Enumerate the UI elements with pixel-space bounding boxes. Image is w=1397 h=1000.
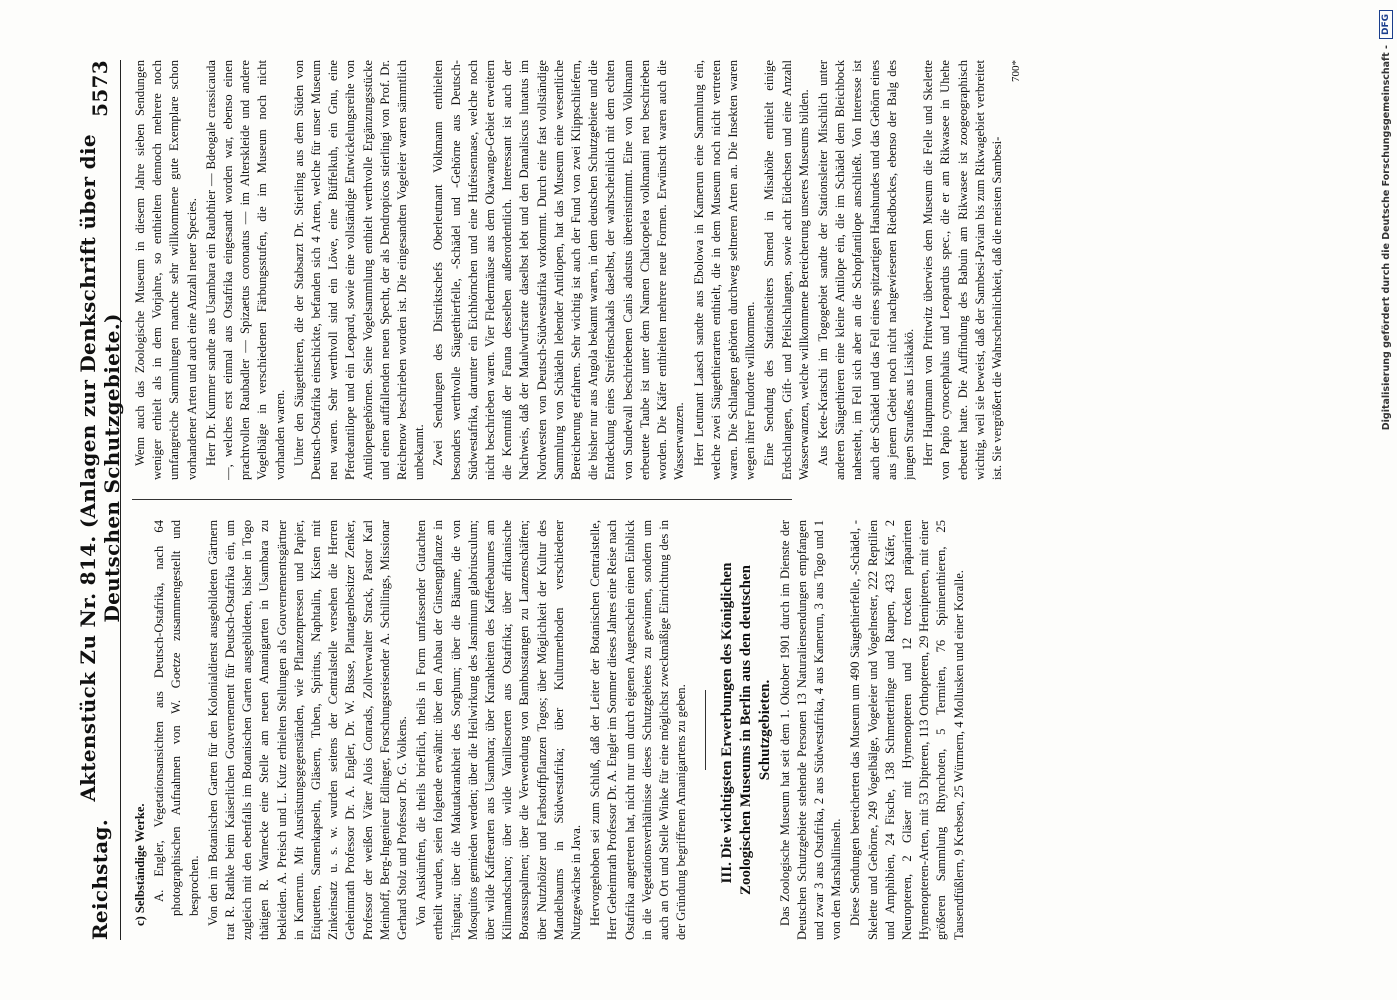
paragraph: Das Zoologische Museum hat seit dem 1. Oktober 1901 durch im Dienste der Deutschen Schutzgebiete stehende Personen 13 Naturaliensendungen empfangen und zwar 3 aus Ostafrika, 2 aus Südwestafrika, 4 aus Kamerun, 3 aus Togo und 1 von den Marshallinseln.	[777, 520, 844, 940]
paragraph: Herr Dr. Kummer sandte aus Usambara ein Raubthier — Bdeogale crassicauda —, welches erst einmal aus Ostafrika eingesandt worden war, ebenso einen prachtvollen Raubadler — Spizaetus coronatus — im Alterskleide und andere Vogelbälge in verschiedenen Färbungsstufen, die im Museum noch nicht vorhanden waren.	[203, 60, 287, 480]
column-divider	[132, 499, 792, 500]
dfg-logo: DFG	[1379, 10, 1393, 39]
paragraph: Wenn auch das Zoologische Museum in diesem Jahre sieben Sendungen weniger erhielt als in dem Vorjahre, so enthielten dennoch mehrere noch umfangreiche Sammlungen manche sehr willkommene gute Exemplare schon vorhandener Arten und auch eine Anzahl neuer Species.	[133, 60, 199, 480]
section-title: III. Die wichtigsten Erwerbungen des Königlichen Zoologischen Museums in Berlin aus den deutschen Schutzgebieten.	[718, 562, 773, 896]
section-separator	[705, 690, 706, 770]
paragraph: Eine Sendung des Stationsleiters Smend in Misahöhe enthielt einige Erdschlangen, Gift- und Pfeilschlangen, sowie acht Eidechsen und eine Anzahl Wasserwanzen, welche willkommene Bereicherung unseres Museums bilden.	[762, 60, 811, 480]
paragraph: Herr Leutnant Laasch sandte aus Ebolowa in Kamerun eine Sammlung ein, welche zwei Säugethierarten enthielt, die in dem Museum noch nicht vertreten waren. Die Schlangen gehörten durchweg seltneren Arten an. Die Insekten waren wegen ihrer Fundorte willkommen.	[691, 60, 758, 480]
dfg-stamp	[1378, 10, 1394, 990]
paragraph: Aus Kete-Kratschi im Togogebiet sandte der Stationsleiter Mischlich unter anderen Säugethieren eine kleine Antilope ein, die im Schädel dem Bleichbock nahesteht, im Fell sich aber an die Schopfantilope anschließt. Von Interesse ist auch der Schädel und das Fell eines spitzartigen Haushundes und das Gehörn eines aus jenem Gebiet noch nicht nachgewiesenen Riedbockes, ebenso der Balg des jungen Straußes aus Lisikakö.	[815, 60, 916, 480]
paragraph: Diese Sendungen bereicherten das Museum um 490 Säugethierfelle, -Schädel, -Skelette und Gehörne, 249 Vogelbälge, Vogeleier und Vogelnester, 222 Reptilien und Amphibien, 24 Fische, 138 Schmetterlinge und Raupen, 433 Käfer, 2 Neuropteren, 2 Gläser mit Hymenopteren und 12 trocken präparirten Hymenopteren-Arten, mit 53 Dipteren, 113 Orthopteren, 29 Hemipteren, mit einer größeren Sammlung Rhynchoten, 5 Termiten, 76 Spinnenthieren, 25 Tausendfüßlern, 9 Krebsen, 25 Würmern, 4 Mollusken und einer Koralle.	[848, 520, 966, 940]
header-left: Reichstag.	[88, 818, 112, 940]
page-number: 5573	[88, 60, 112, 117]
right-column	[132, 60, 1282, 480]
dfg-stamp-text: Digitalisierung gefördert durch die Deutsche Forschungsgemeinschaft -	[1380, 45, 1392, 431]
left-column	[132, 520, 1282, 940]
paragraph: Herr Hauptmann von Prittwitz überwies dem Museum die Felle und Skelette von Papio cynocephalus und Leopardus spec., die er am Rikwasee in Uhehe erbeutet hatte. Die Auffindung des Babuin am Rikwasee ist zoogeographisch wichtig, weil sie beweist, daß der Sambesi-Pavian bis zum Rikwagebiet verbreitet ist. Sie vergrößert die Wahrscheinlichkeit, daß die meisten Sambesi-	[921, 60, 1004, 480]
header-title: Aktenstück Zu Nr. 814. (Anlagen zur Denkschrift über die Deutschen Schutzgebiete.)	[76, 134, 124, 802]
paragraph: Zwei Sendungen des Distriktschefs Oberleutnant Volkmann enthielten besonders werthvolle Säugethierfelle, -Schädel und -Gehörne aus Deutsch-Südwestafrika, darunter ein Eichhörnchen und eine Hufeisennase, welche noch nicht beschrieben waren. Vier Fledermäuse aus dem Okawango-Gebiet erweitern die Kenntniß der Fauna desselben außerordentlich. Interessant ist auch der Nachweis, daß der Maulwurfsratte daselbst lebt und den Damaliscus lunatus im Nordwesten von Deutsch-Südwestafrika vorkommt. Durch eine fast vollständige Sammlung von Schädeln lebender Antilopen, hat das Museum eine wesentliche Bereicherung erfahren. Sehr wichtig ist auch der Fund von zwei Klippschliefern, die bisher nur aus Angola bekannt waren, in dem deutschen Schutzgebiete und die Entdeckung eines Streifenschakals daselbst, der wahrscheinlich mit dem echten von Sundevall beschriebenen Canis adustus übereinstimmt. Eine von Volkmann erbeutete Taube ist unter dem Namen Chalcopelea volkmanni neu beschrieben worden. Die Käfer enthielten mehrere neue Formen. Erwünscht waren auch die Wasserwanzen.	[431, 60, 687, 480]
paragraph: Unter den Säugethieren, die der Stabsarzt Dr. Stierling aus dem Süden von Deutsch-Ostafrika einschickte, befanden sich 4 Arten, welche für unser Museum neu waren. Sehr werthvoll sind ein Löwe, eine Büffelkuh, ein Gnu, eine Pferdeantilope und ein Leopard, sowie eine vollständige Entwickelungsreihe von Antilopengehörnen. Seine Vogelsammlung enthielt werthvolle Ergänzungsstücke und einen auffallenden neuen Specht, der als Dendropicos stierlingi von Prof. Dr. Reichenow beschrieben worden ist. Die eingesandten Vogeleier waren sämmtlich unbekannt.	[291, 60, 427, 480]
paragraph: Von den im Botanischen Garten für den Kolonialdienst ausgebildeten Gärtnern trat R. Rathke beim Kaiserlichen Gouvernement für Deutsch-Ostafrika ein, um zugleich mit den ebenfalls im Botanischen Garten ausgebildeten, bisher in Togo thätigen R. Warnecke eine Stelle am neuen Amanigarten in Usambara zu bekleiden. A. Preisch und L. Kutz erhielten Stellungen als Gouvernementsgärtner in Kamerun. Mit Ausrüstungsgegenständen, wie Pflanzenpressen und Papier, Etiquetten, Samenkapseln, Gläsern, Tuben, Spiritus, Naphtalin, Kisten mit Zinkeinsatz u. s. w. wurden seitens der Centralstelle versehen die Herren Geheimrath Professor Dr. A. Engler, Dr. W. Busse, Plantagenbesitzer Zenker, Professor der weißen Väter Alois Conrads, Zollverwalter Strack, Pastor Karl Meinhoff, Berg-Ingenieur Edlinger, Forschungsreisender A. Schillings, Missionar Gerhard Stolz und Professor Dr. G. Volkens.	[205, 520, 410, 940]
subhead-selbstaendige-werke: c) Selbständige Werke.	[133, 803, 147, 926]
paragraph: Von Auskünften, die theils brieflich, theils in Form umfassender Gutachten ertheilt wurden, seien folgende erwähnt: über den Anbau der Ginsengpflanze in Tsingtau; über die Makutakrankheit des Sorghum; über die Bäume, die von Mosquitos gemieden werden; über die Heilwirkung des Jasminum glabriusculum; über wilde Kaffeearten aus Usambara; über Krankheiten des Kaffeebaumes am Kilimandscharo; über wilde Vanillesorten aus Ostafrika; über afrikanische Borassuspalmen; über die Verwendung von Bambusstangen zu Lanzenschäften; über Nutzhölzer und Farbstoffpflanzen Togos; über Möglichkeit der Kultur des Mandelbaums in Südwestafrika; über Kulturmethoden verschiedener Nutzgewächse in Java.	[414, 520, 584, 940]
paragraph: Hervorgehoben sei zum Schluß, daß der Leiter der Botanischen Centralstelle, Herr Geheimrath Professor Dr. A. Engler im Sommer dieses Jahres eine Reise nach Ostafrika angetreten hat, nicht nur um durch eigenen Augenschein einen Einblick in die Vegetationsverhältnisse dieses Schutzgebietes zu gewinnen, sondern um auch an Ort und Stelle Winke für eine möglichst zweckmäßige Einrichtung des in der Gründung begriffenen Amanigartens zu geben.	[588, 520, 689, 940]
list-item: A. Engler, Vegetationsansichten aus Deutsch-Ostafrika, nach 64 photographischen Aufnahmen von W. Goetze zusammengestellt und besprochen.	[152, 520, 201, 916]
rotated-page-content	[76, 60, 1290, 940]
page-header	[76, 60, 124, 940]
signature-mark: 700*	[1010, 60, 1023, 82]
